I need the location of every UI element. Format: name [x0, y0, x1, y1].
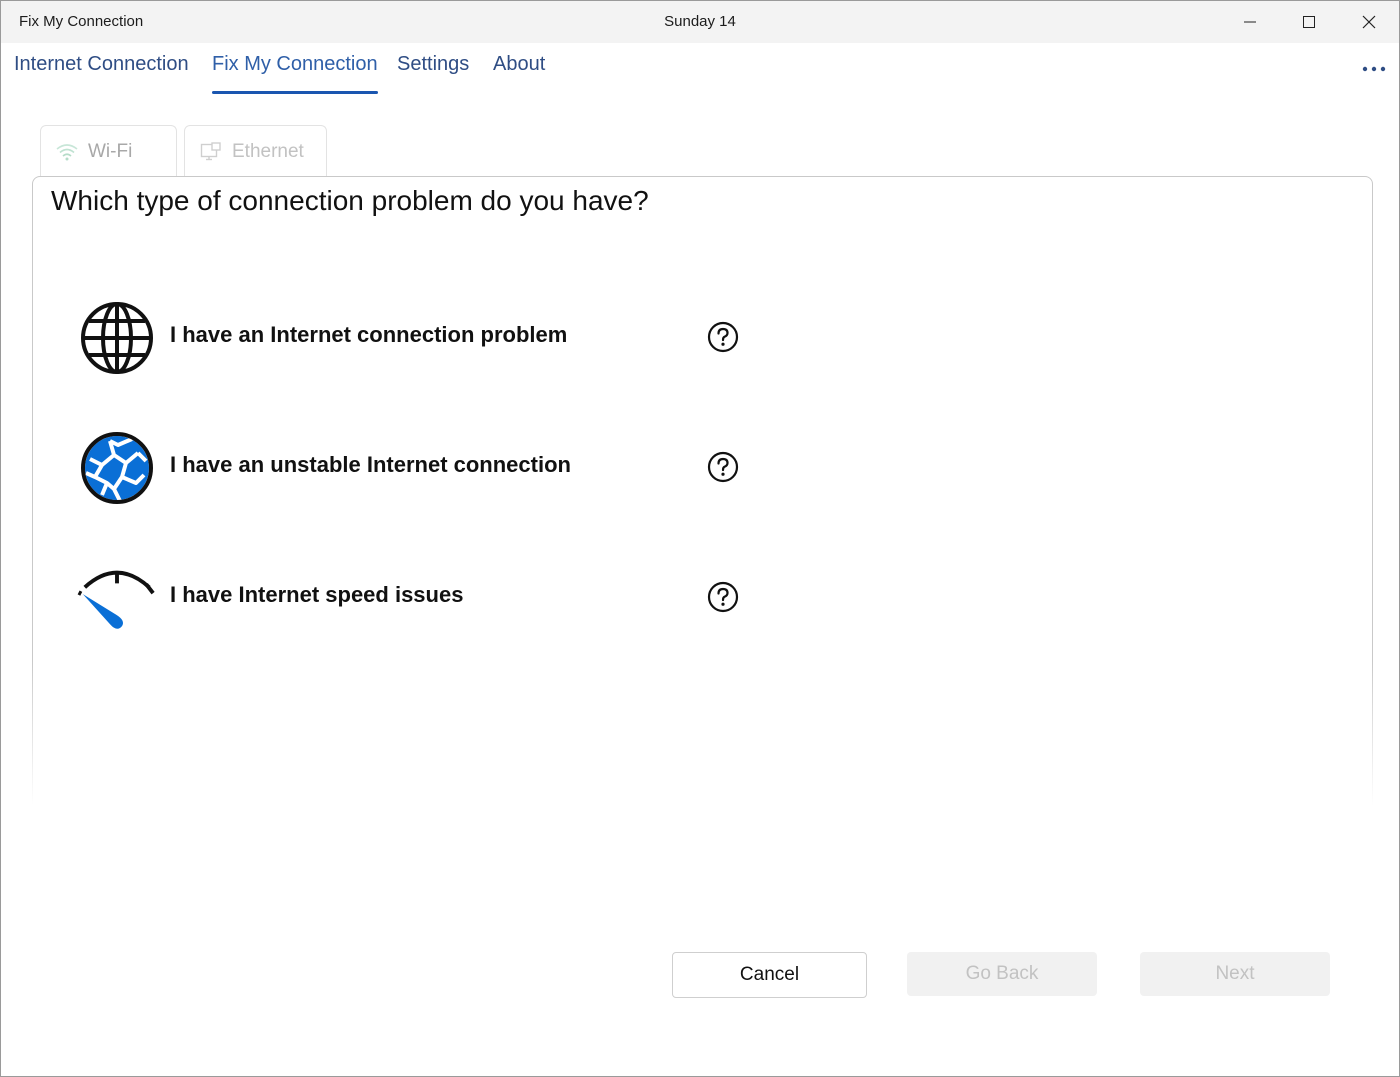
help-button[interactable]: [707, 581, 739, 613]
nav-item-fix-my-connection[interactable]: [212, 53, 378, 76]
go-back-button[interactable]: Go Back: [907, 952, 1097, 996]
tab-label: Ethernet: [232, 141, 304, 162]
date-title: Sunday 14: [664, 13, 736, 30]
cancel-button[interactable]: Cancel: [672, 952, 867, 998]
nav-item-settings[interactable]: [397, 53, 469, 76]
more-icon: [1361, 65, 1387, 73]
ethernet-icon: [200, 142, 222, 162]
nav-item-label: About: [493, 53, 546, 75]
option-label: I have Internet speed issues: [170, 582, 464, 607]
broken-globe-icon: [77, 428, 157, 508]
nav-item-about[interactable]: [493, 53, 545, 76]
help-button[interactable]: [707, 451, 739, 483]
next-button[interactable]: Next: [1140, 952, 1330, 996]
globe-icon: [77, 298, 157, 378]
help-button[interactable]: [707, 321, 739, 353]
option-label: I have an Internet connection problem: [170, 322, 568, 347]
active-nav-indicator: [212, 91, 378, 94]
minimize-icon: [1242, 14, 1258, 30]
panel-fade: [32, 661, 1373, 831]
tab-label: Wi-Fi: [88, 141, 133, 162]
help-icon: [707, 581, 739, 613]
option-connection-problem[interactable]: [77, 298, 757, 378]
nav-item-internet-connection[interactable]: [14, 53, 189, 76]
title-bar: [1, 1, 1399, 43]
option-unstable-connection[interactable]: [77, 428, 757, 508]
nav-item-label: Fix My Connection: [212, 53, 378, 75]
nav-item-label: Settings: [397, 53, 470, 75]
minimize-button[interactable]: [1221, 1, 1279, 43]
tab-ethernet[interactable]: [184, 125, 327, 178]
close-icon: [1361, 14, 1377, 30]
more-options-button[interactable]: [1357, 59, 1391, 79]
speedometer-icon: [77, 558, 157, 638]
maximize-button[interactable]: [1280, 1, 1338, 43]
maximize-icon: [1301, 14, 1317, 30]
tab-wifi[interactable]: [40, 125, 177, 178]
wifi-icon: [56, 143, 78, 161]
option-speed-issues[interactable]: [77, 558, 757, 638]
option-label: I have an unstable Internet connection: [170, 452, 571, 477]
help-icon: [707, 321, 739, 353]
close-button[interactable]: [1340, 1, 1398, 43]
help-icon: [707, 451, 739, 483]
app-title: Fix My Connection: [19, 13, 144, 30]
nav-item-label: Internet Connection: [14, 53, 189, 75]
question-heading: Which type of connection problem do you have?: [51, 185, 649, 216]
top-navigation: [1, 43, 1399, 103]
